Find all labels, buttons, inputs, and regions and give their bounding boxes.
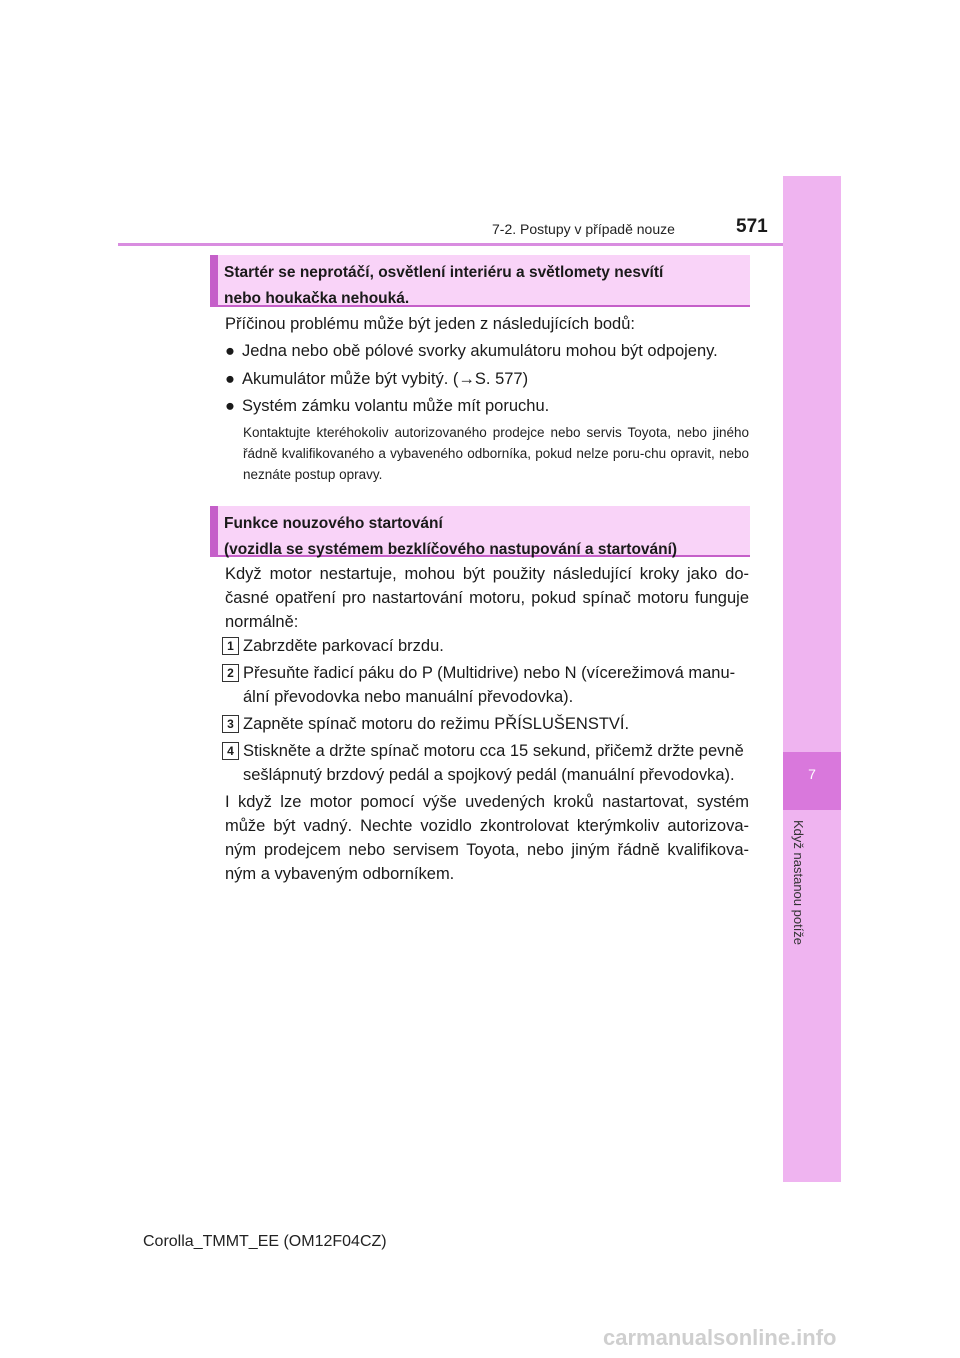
step-number-badge: 2: [222, 664, 239, 682]
section-heading: 7-2. Postupy v případě nouze: [492, 221, 675, 237]
list-item: [225, 339, 718, 363]
watermark: carmanualsonline.info: [603, 1325, 837, 1350]
list-item-text: Akumulátor může být vybitý. (→S. 577): [242, 370, 529, 388]
list-item: [225, 394, 549, 418]
section-title-line: (vozidla se systémem bezklíčového nastupování a startování): [224, 541, 678, 558]
step-text: Stiskněte a držte spínač motoru cca 15 sekund, přičemž držte pevně sešlápnutý brzdový pedál a spojkový pedál (manuální převodovka).: [243, 742, 744, 784]
bullet-icon: ●: [225, 397, 235, 415]
page-number: 571: [736, 216, 768, 237]
step-text: Zapněte spínač motoru do režimu PŘÍSLUŠENSTVÍ.: [243, 715, 630, 733]
list-item-text: Systém zámku volantu může mít poruchu.: [242, 397, 550, 415]
step-text: Zabrzděte parkovací brzdu.: [243, 637, 444, 655]
chapter-tab: [783, 176, 841, 1182]
section-title-line: Startér se neprotáčí, osvětlení interiéru a světlomety nesvítí: [224, 264, 664, 281]
chapter-number: 7: [808, 766, 816, 782]
intro-paragraph: Příčinou problému může být jeden z následujících bodů:: [225, 315, 635, 333]
intro-paragraph: Když motor nestartuje, mohou být použity následující kroky jako do-časné opatření pro nastartování motoru, pokud spínač motoru funguje normálně:: [225, 565, 749, 631]
bullet-icon: ●: [225, 342, 235, 360]
section-title-box: [210, 255, 750, 307]
list-item: [225, 367, 528, 391]
chapter-title: Když nastanou potíže: [791, 820, 806, 946]
bullet-icon: ●: [225, 370, 235, 388]
section-title-line: Funkce nouzového startování: [224, 515, 443, 532]
note-paragraph: Kontaktujte kteréhokoliv autorizovaného prodejce nebo servis Toyota, nebo jiného řádně kvalifikovaného a vybaveného odborníka, pokud nelze poru-chu opravit, nebo neznáte postup opravy.: [243, 425, 749, 482]
section-title-box: [210, 506, 750, 557]
step-number-badge: 1: [222, 637, 239, 655]
closing-paragraph: I když lze motor pomocí výše uvedených kroků nastartovat, systém může být vadný. Nechte vozidlo zkontrolovat kterýmkoliv autorizova-ným prodejcem nebo servisem Toyota, nebo jiným řádně kvalifikova-ným a vybaveným odborníkem.: [225, 793, 749, 883]
list-item-text: Jedna nebo obě pólové svorky akumulátoru mohou být odpojeny.: [242, 342, 718, 360]
header-rule: [118, 243, 783, 246]
section-title-line: nebo houkačka nehouká.: [224, 290, 410, 307]
step-text: Přesuňte řadicí páku do P (Multidrive) nebo N (vícerežimová manu-ální převodovka nebo manuální převodovka).: [243, 664, 736, 706]
footer-model-code: Corolla_TMMT_EE (OM12F04CZ): [143, 1233, 387, 1250]
step-number-badge: 4: [222, 742, 239, 760]
step-number-badge: 3: [222, 715, 239, 733]
